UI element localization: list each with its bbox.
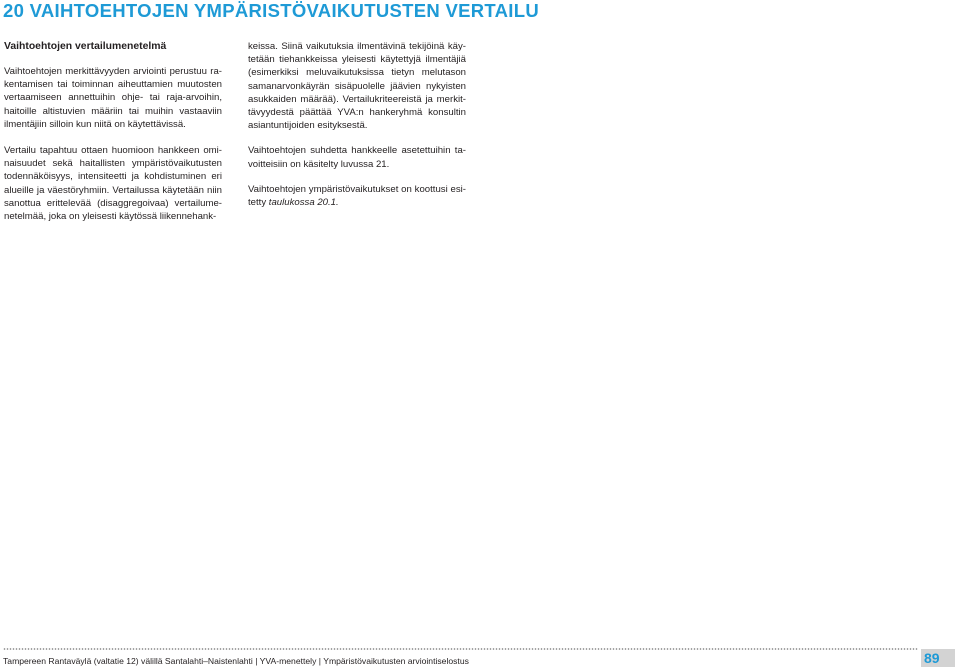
table-reference: taulukossa 20.1. bbox=[268, 197, 339, 209]
left-column bbox=[4, 40, 222, 236]
page-number: 89 bbox=[921, 649, 955, 667]
chapter-title: 20 VAIHTOEHTOJEN YMPÄRISTÖVAIKUTUSTEN VERTAILU bbox=[3, 0, 539, 21]
paragraph-summary-table bbox=[248, 183, 466, 209]
right-column bbox=[248, 40, 466, 221]
section-heading: Vaihtoehtojen vertailumenetelmä bbox=[4, 41, 167, 52]
footer-divider bbox=[3, 648, 918, 650]
paragraph-assessment-basis: Vaihtoehtojen merkittävyyden arviointi perustuu rakentamisen tai toiminnan aiheuttamien muutosten vertaamiseen annettuihin ohje- tai raja-arvoihin, haitoille altistuvien määriin tai muihin vastaaviin ilmentäjiin silloin kun niitä on käytettävissä. bbox=[4, 66, 222, 130]
summary-table-text: Vaihtoehtojen ympäristövaikutukset on koottusi esitetty bbox=[248, 183, 466, 209]
paragraph-indicators: keissa. Siinä vaikutuksia ilmentävinä tekijöinä käytetään tiehankkeissa yleisesti käytettyjä ilmentäjiä (esimerkiksi meluvaikutuksissa tietyn melutason samanarvonkäyrän sisäpuolelle jäävien nykyisten asukkaiden määrää). Vertailukriteereistä ja merkittävyydestä päättää YVA:n hankeryhmä konsultin asiantuntijoiden esityksestä. bbox=[248, 41, 466, 132]
footer-text: Tampereen Rantaväylä (valtatie 12) välillä Santalahti–Naistenlahti | YVA-menettely | Ympäristövaikutusten arviointiselostus bbox=[3, 656, 469, 666]
paragraph-comparison-method: Vertailu tapahtuu ottaen huomioon hankkeen ominaisuudet sekä haitallisten ympäristövaikutusten todennäköisyys, intensiteetti ja kohdistuminen eri alueille ja väestöryhmiin. Vertailussa käytetään niin sanottua erittelevää (disaggregoivaa) vertailumenetelmää, joka on yleisesti käytössä liikennehank- bbox=[4, 145, 222, 223]
paragraph-objectives: Vaihtoehtojen suhdetta hankkeelle asetettuihin tavoitteisiin on käsitelty luvussa 21. bbox=[248, 145, 466, 170]
